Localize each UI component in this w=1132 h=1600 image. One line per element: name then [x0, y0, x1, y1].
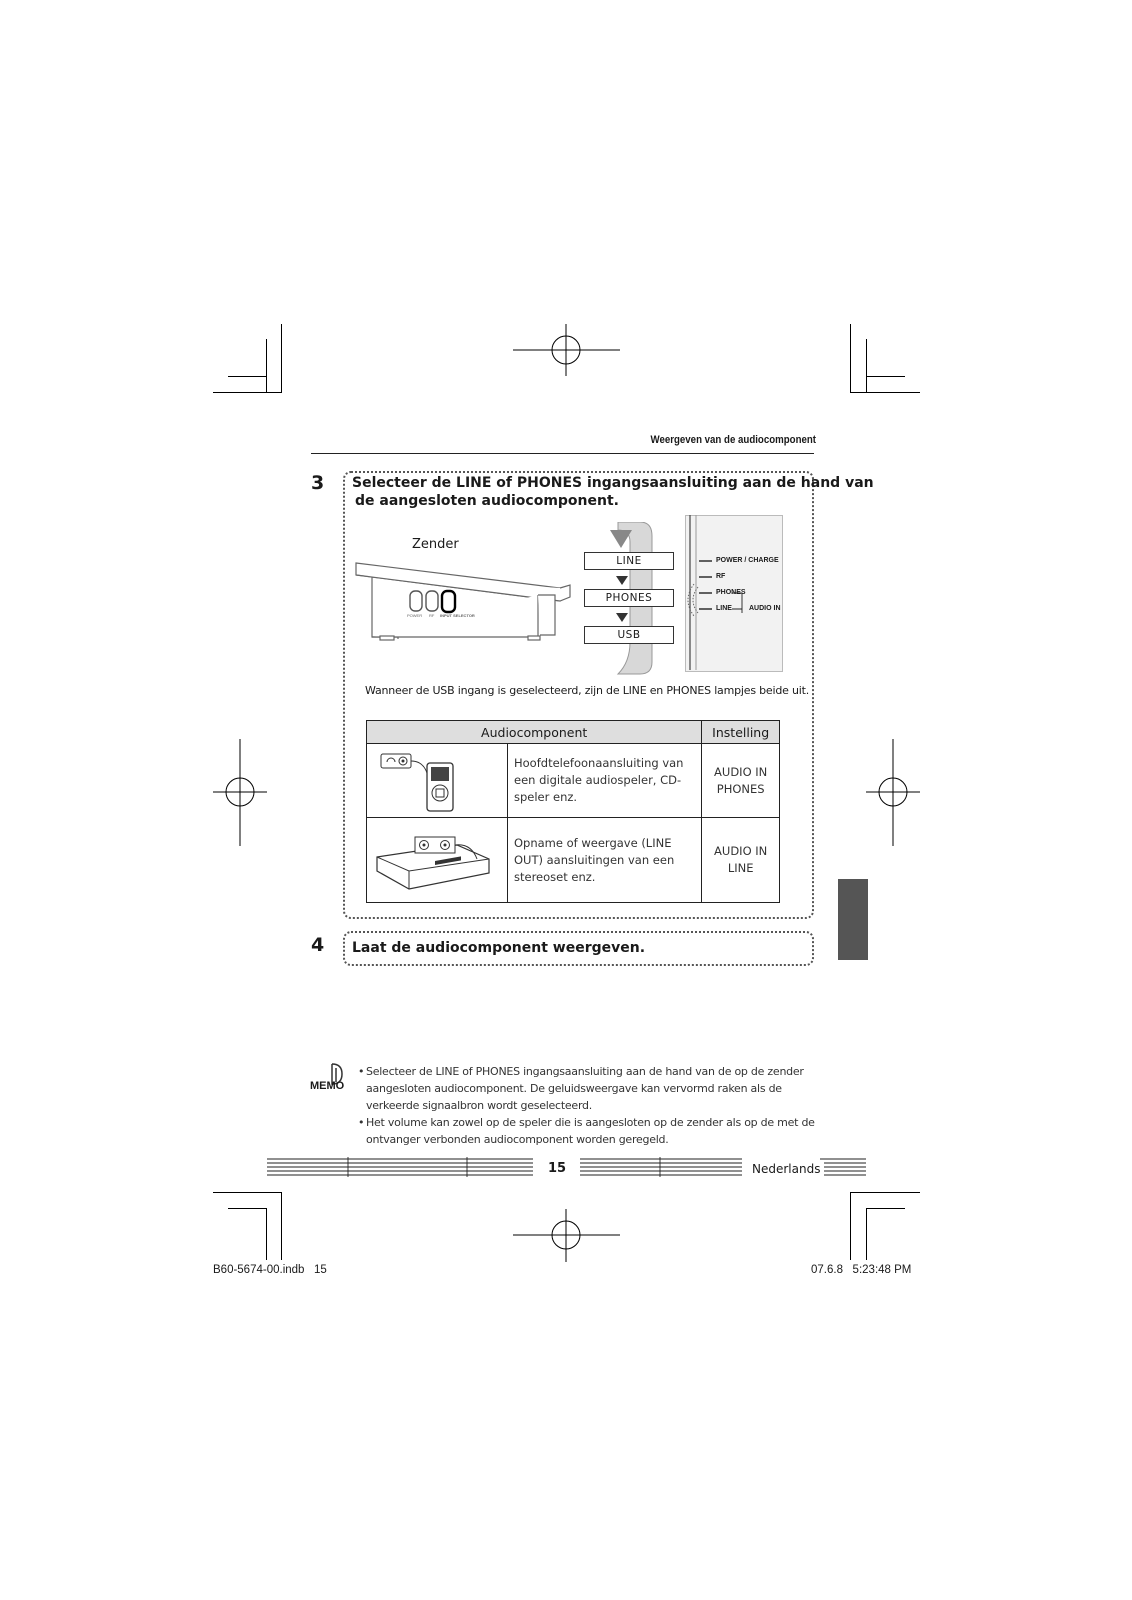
table-header-component: Audiocomponent — [367, 721, 702, 744]
page-number: 15 — [544, 1161, 570, 1176]
row-description: Hoofdtelefoonaansluiting van een digitale audiospeler, CD-speler enz. — [508, 744, 702, 818]
stereo-component-image — [367, 818, 508, 903]
step-3-number: 3 — [311, 472, 325, 494]
language-side-tab — [838, 879, 868, 960]
device-power-label: POWER — [407, 613, 423, 618]
header-rule — [311, 453, 814, 454]
step-4-number: 4 — [311, 934, 325, 956]
bullet-icon: • — [358, 1065, 365, 1078]
indicator-phones: PHONES — [716, 589, 746, 596]
footer-language: Nederlands — [748, 1162, 824, 1176]
usb-note: Wanneer de USB ingang is geselecteerd, zijn de LINE en PHONES lampjes beide uit. — [365, 684, 810, 697]
selector-option-usb: USB — [584, 626, 674, 644]
indicator-rf: RF — [716, 573, 726, 580]
row-description: Opname of weergave (LINE OUT) aansluitingen van een stereoset enz. — [508, 818, 702, 903]
selector-option-line: LINE — [584, 552, 674, 570]
down-arrow-icon — [616, 576, 628, 585]
portable-player-image — [367, 744, 508, 818]
setting-line: AUDIO IN — [714, 844, 768, 858]
transmitter-illustration — [350, 555, 580, 645]
selector-option-phones: PHONES — [584, 589, 674, 607]
row-setting — [702, 744, 780, 818]
indicator-power-charge: POWER / CHARGE — [716, 557, 779, 564]
down-arrow-icon — [616, 613, 628, 622]
indicator-line: LINE — [716, 605, 732, 612]
table-row — [367, 818, 780, 903]
memo-text: Het volume kan zowel op de speler die is aangesloten op de zender als op de met de ontvanger verbonden audiocomponent worden geregeld. — [366, 1116, 815, 1146]
setting-line: PHONES — [716, 781, 765, 796]
memo-label: MEMO — [310, 1080, 345, 1092]
component-table — [366, 720, 780, 903]
bullet-icon: • — [358, 1116, 365, 1129]
memo-item — [358, 1114, 818, 1148]
step-3-instruction-line1: Selecteer de LINE of PHONES ingangsaansluiting aan de hand van — [352, 475, 874, 491]
indicator-audio-in: AUDIO IN — [749, 605, 781, 612]
device-label: Zender — [412, 537, 459, 552]
device-rf-label: RF — [429, 613, 435, 618]
memo-notes — [358, 1063, 818, 1148]
device-input-selector-label: INPUT SELECTOR — [440, 613, 475, 618]
memo-text: Selecteer de LINE of PHONES ingangsaansluiting aan de hand van de op de zender aangesloten audiocomponent. De geluidsweergave kan vervormd raken als de verkeerde signaalbron wordt geselecteerd. — [366, 1065, 804, 1112]
table-header-setting: Instelling — [702, 721, 780, 744]
setting-line: LINE — [727, 861, 754, 875]
slug-timestamp: 07.6.8 5:23:48 PM — [811, 1264, 912, 1276]
row-setting — [702, 818, 780, 903]
slug-file: B60-5674-00.indb 15 — [213, 1264, 327, 1276]
step-3-instruction-line2: de aangesloten audiocomponent. — [355, 493, 619, 509]
step-4-instruction: Laat de audiocomponent weergeven. — [352, 940, 646, 956]
setting-line: AUDIO IN — [714, 764, 768, 779]
table-row — [367, 744, 780, 818]
section-header: Weergeven van de audiocomponent — [650, 434, 816, 446]
memo-item — [358, 1063, 818, 1114]
